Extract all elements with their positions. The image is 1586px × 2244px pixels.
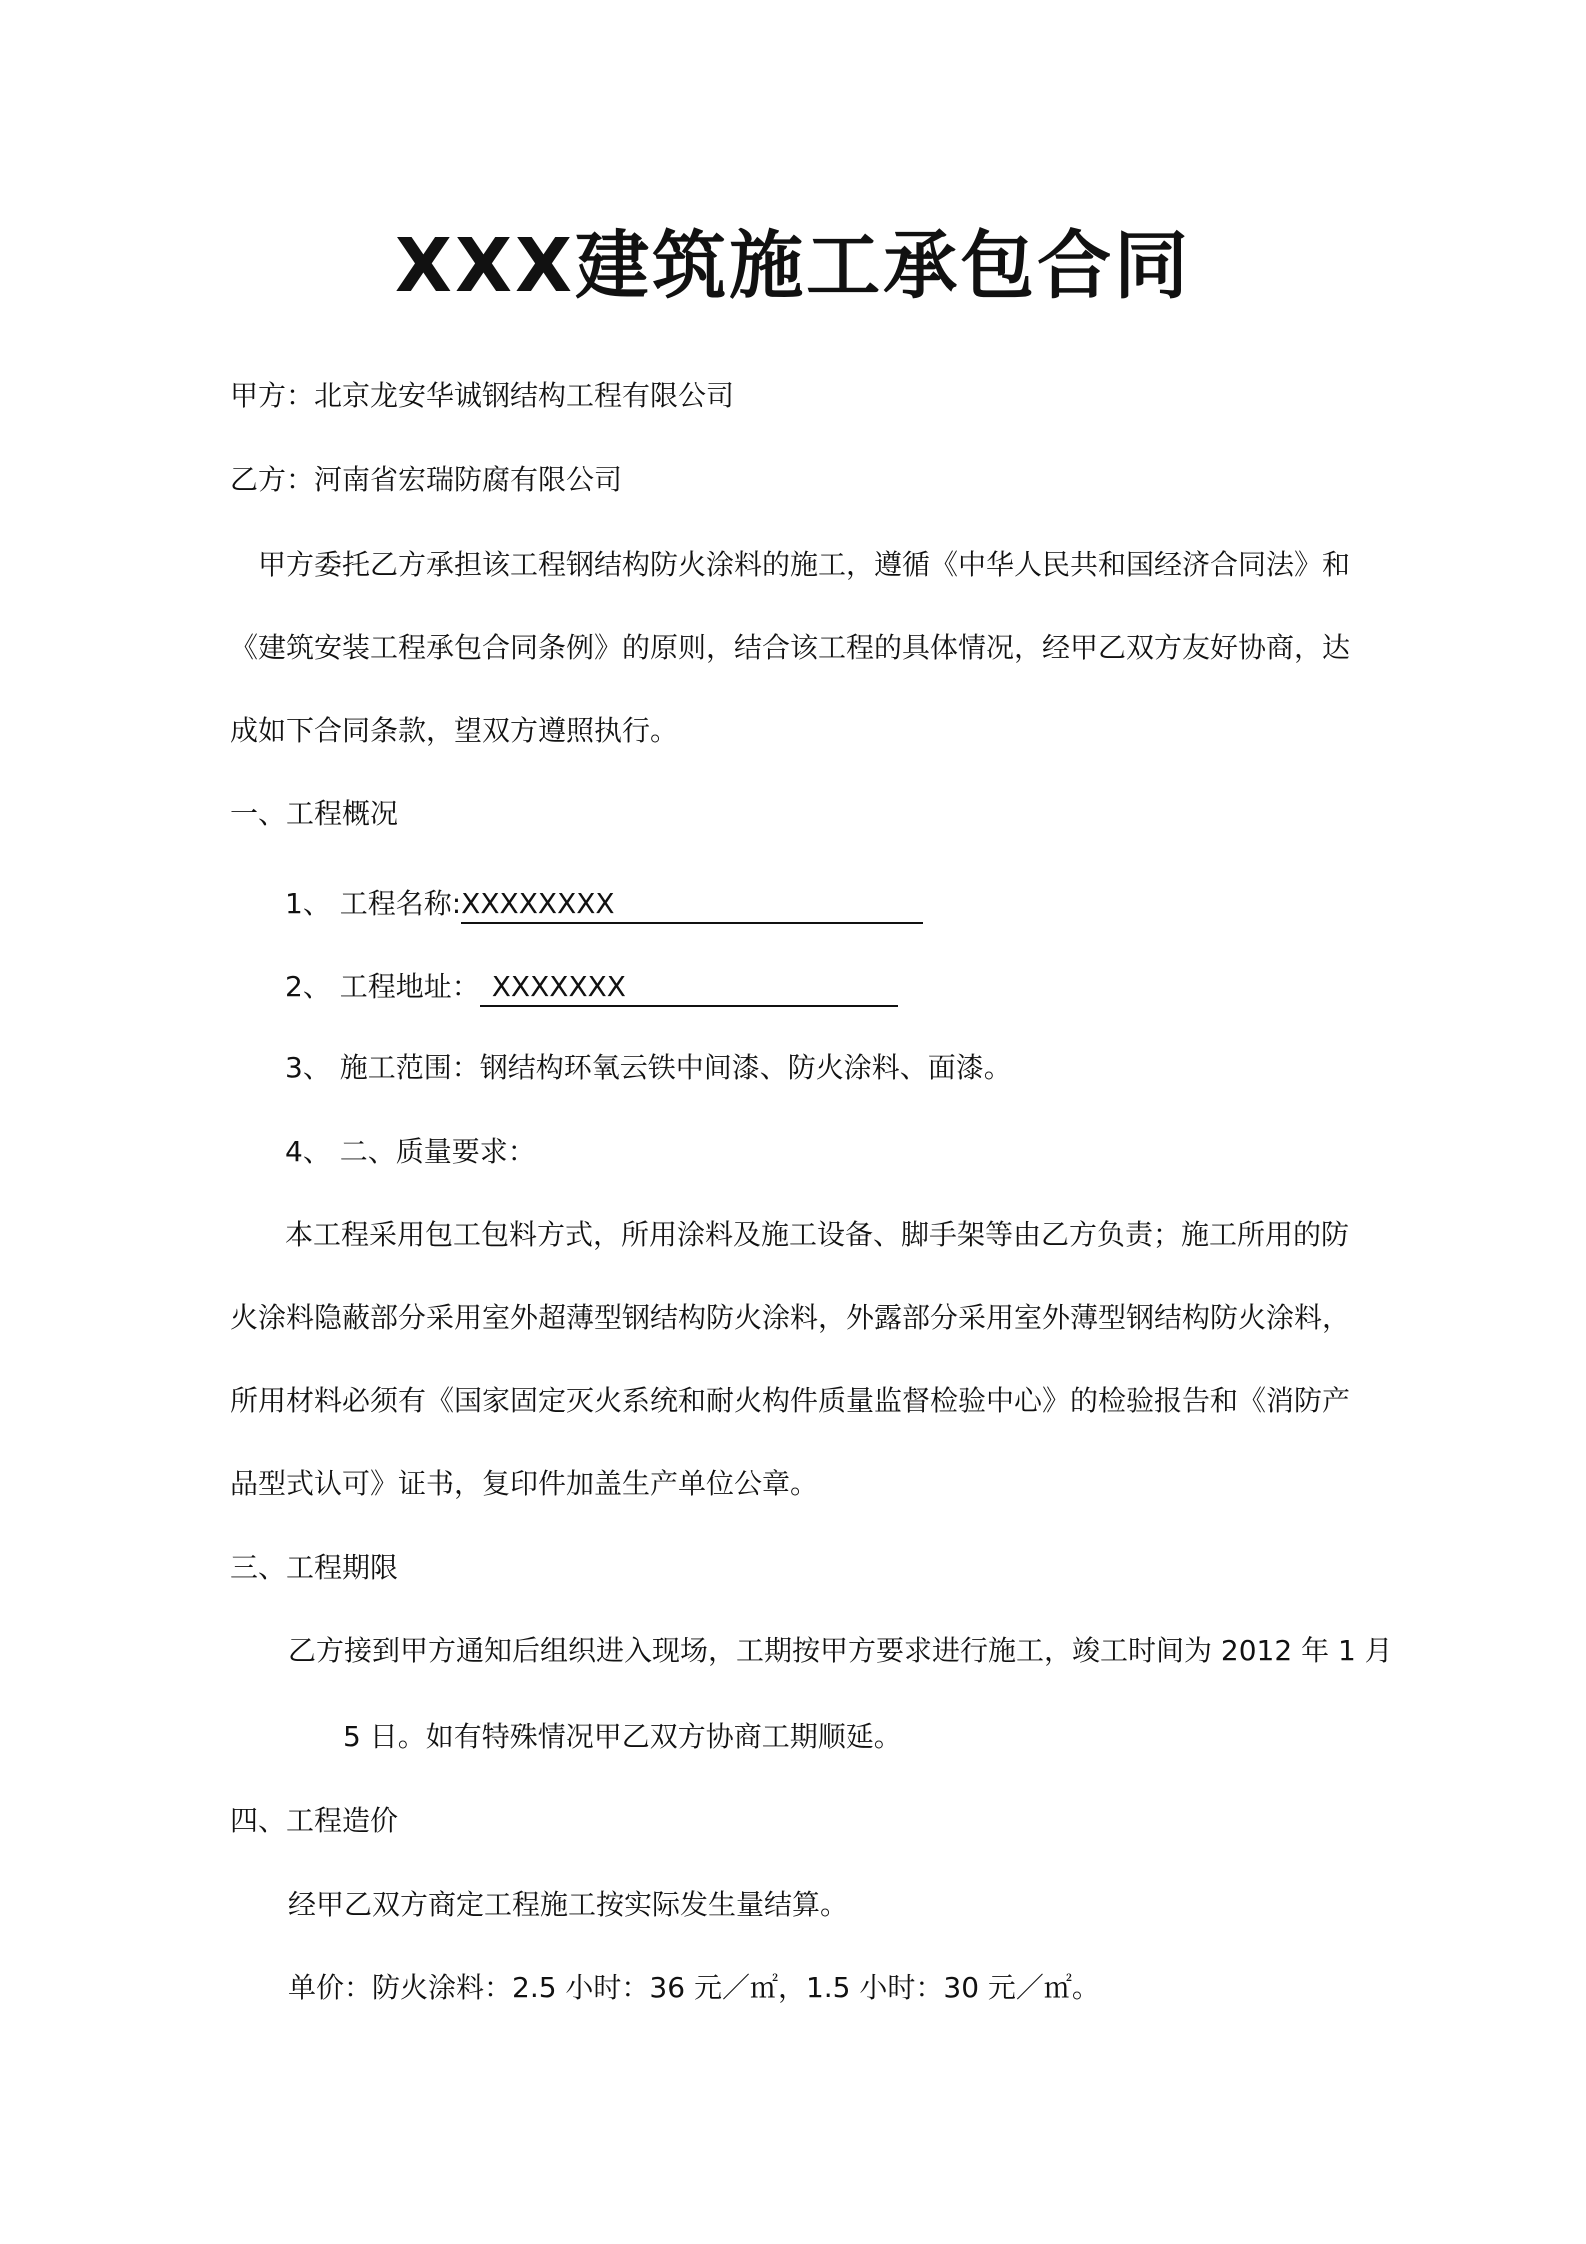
- party-b: 乙方：河南省宏瑞防腐有限公司: [230, 463, 623, 496]
- section-4-heading: 四、工程造价: [230, 1804, 399, 1837]
- project-name-field: XXXXXXXX: [461, 886, 923, 924]
- contract-title: XXX建筑施工承包合同: [394, 223, 1192, 309]
- quality-line-2: 火涂料隐蔽部分采用室外超薄型钢结构防火涂料，外露部分采用室外薄型钢结构防火涂料，: [230, 1301, 1351, 1334]
- quality-line-3: 所用材料必须有《国家固定灭火系统和耐火构件质量监督检验中心》的检验报告和《消防产: [230, 1384, 1351, 1417]
- cost-line-2: 单价：防火涂料：2.5 小时：36 元／㎡，1.5 小时：30 元／㎡。: [288, 1971, 1100, 2004]
- quality-line-4: 品型式认可》证书，复印件加盖生产单位公章。: [230, 1467, 819, 1500]
- period-line-1: 乙方接到甲方通知后组织进入现场，工期按甲方要求进行施工，竣工时间为 2012 年 1 月: [288, 1634, 1393, 1667]
- section-3-heading: 三、工程期限: [230, 1551, 399, 1584]
- project-name-label: 1、 工程名称:: [285, 887, 462, 920]
- preamble-line-2: 《建筑安装工程承包合同条例》的原则，结合该工程的具体情况，经甲乙双方友好协商，达: [230, 631, 1351, 664]
- party-a: 甲方：北京龙安华诚钢结构工程有限公司: [230, 379, 735, 412]
- construction-scope: 3、 施工范围：钢结构环氧云铁中间漆、防火涂料、面漆。: [285, 1051, 1012, 1084]
- cost-line-1: 经甲乙双方商定工程施工按实际发生量结算。: [288, 1888, 849, 1921]
- section-1-heading: 一、工程概况: [230, 797, 399, 830]
- quality-item: 4、 二、质量要求：: [285, 1135, 536, 1168]
- preamble-line-1: 甲方委托乙方承担该工程钢结构防火涂料的施工，遵循《中华人民共和国经济合同法》和: [258, 548, 1351, 581]
- quality-line-1: 本工程采用包工包料方式，所用涂料及施工设备、脚手架等由乙方负责；施工所用的防: [285, 1218, 1350, 1251]
- period-line-2: 5 日。如有特殊情况甲乙双方协商工期顺延。: [343, 1720, 902, 1753]
- preamble-line-3: 成如下合同条款，望双方遵照执行。: [230, 714, 679, 747]
- project-address-label: 2、 工程地址：: [285, 970, 480, 1003]
- project-name-row: [285, 884, 923, 924]
- project-address-field: XXXXXXX: [480, 969, 898, 1007]
- project-address-row: [285, 967, 898, 1007]
